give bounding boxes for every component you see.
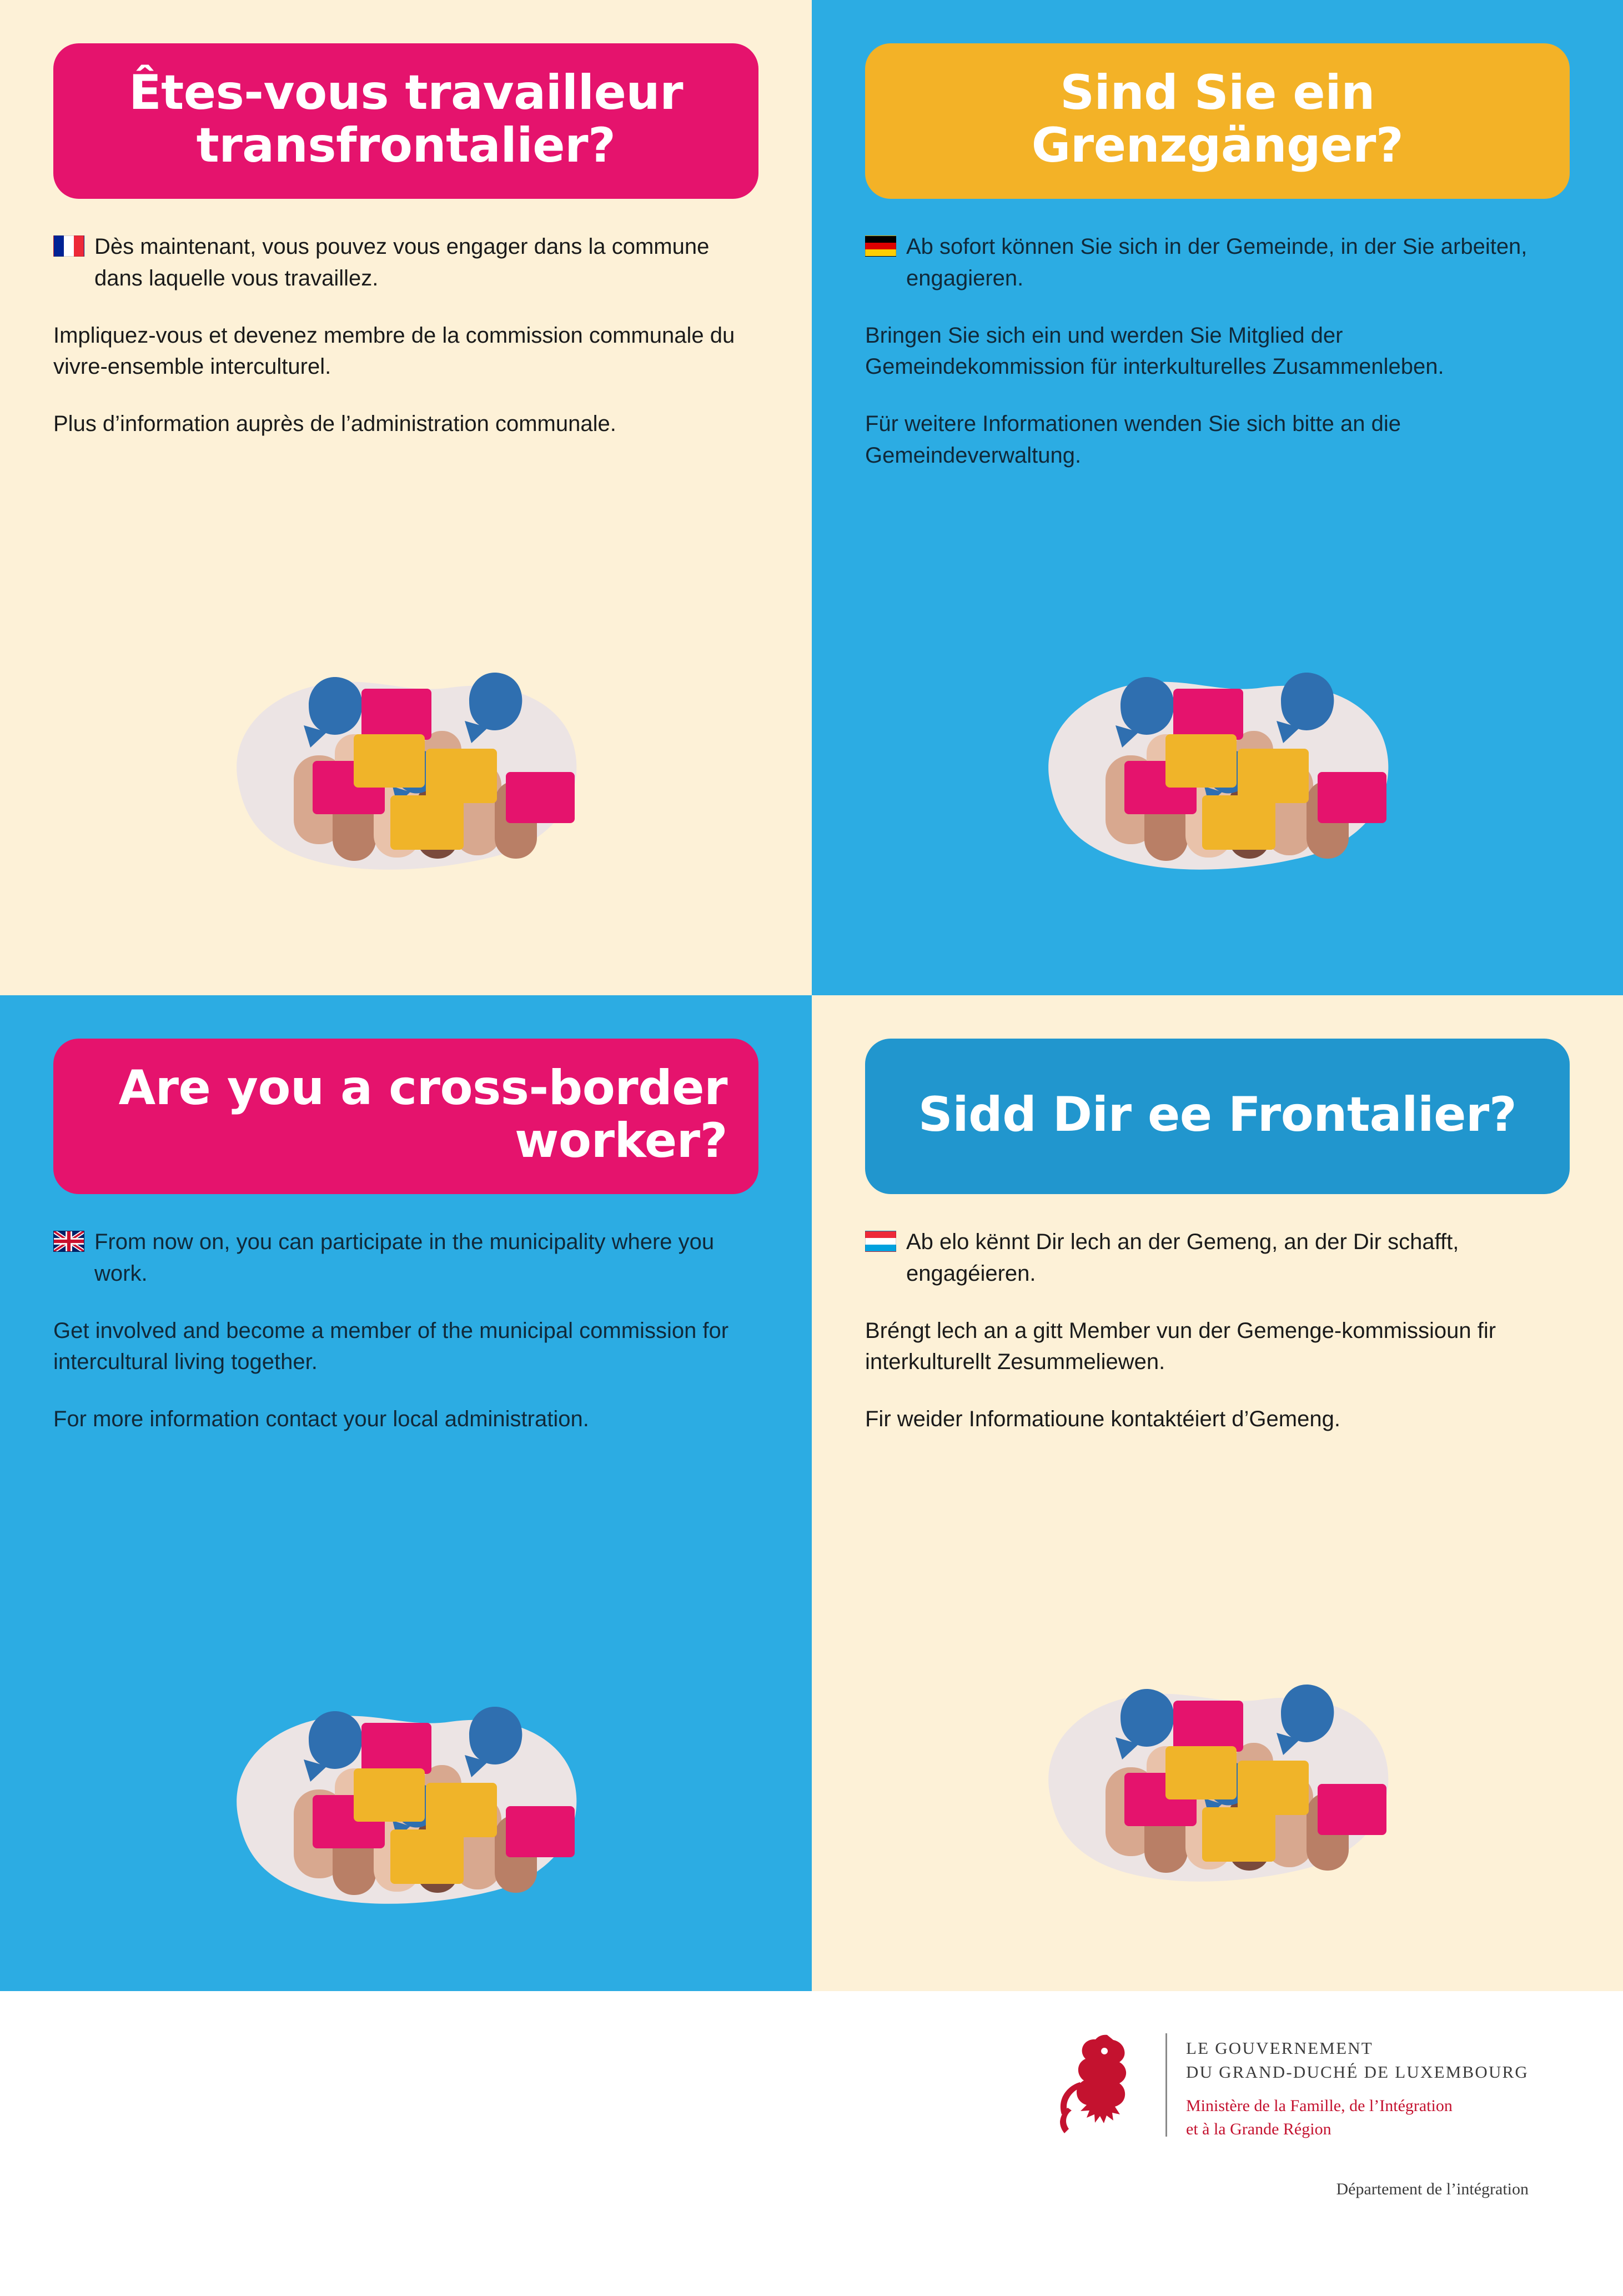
- paragraph-with-flag: [53, 231, 736, 294]
- paragraph-text: Impliquez-vous et devenez membre de la commission communale du vivre-ensemble interculturel.: [53, 323, 735, 379]
- paragraph-with-flag: [865, 231, 1548, 294]
- department-label: Département de l’intégration: [1336, 2180, 1529, 2198]
- panel-title-luxembourgish: Sidd Dir ee Frontalier?: [918, 1086, 1517, 1142]
- panel-german: [812, 0, 1623, 995]
- title-pill-german: [865, 43, 1570, 199]
- paragraph-text: Fir weider Informatioune kontaktéiert d’Gemeng.: [865, 1407, 1340, 1432]
- paragraph-text: Bréngt lech an a gitt Member vun der Gemenge-kommissioun fir interkulturellt Zesummeliewen.: [865, 1318, 1496, 1375]
- paragraph-text: Ab sofort können Sie sich in der Gemeinde, in der Sie arbeiten, engagieren.: [906, 234, 1527, 290]
- panel-english: [0, 995, 812, 1991]
- ministry-line-1: Ministère de la Famille, de l’Intégration: [1186, 2096, 1453, 2115]
- paragraph-with-flag: [865, 1226, 1548, 1290]
- government-text: [1186, 2031, 1529, 2141]
- government-logo-block: [1051, 2031, 1529, 2141]
- paragraph-text: Get involved and become a member of the municipal commission for intercultural living together.: [53, 1318, 729, 1375]
- panel-title-english: Are you a cross-border worker?: [118, 1060, 727, 1169]
- paragraph-text: Ab elo kënnt Dir lech an der Gemeng, an der Dir schafft, engagéieren.: [906, 1230, 1459, 1286]
- title-pill-luxembourgish: [865, 1039, 1570, 1194]
- title-pill-french: [53, 43, 758, 199]
- paragraph-text: Dès maintenant, vous pouvez vous engager dans la commune dans laquelle vous travaillez.: [94, 234, 710, 290]
- paragraph-text: For more information contact your local administration.: [53, 1407, 589, 1432]
- panel-body-luxembourgish: [812, 1194, 1623, 1435]
- luxembourg-lion-icon: [1051, 2031, 1147, 2137]
- paragraph-text: Plus d’information auprès de l’administration communale.: [53, 412, 616, 437]
- paragraph-text: From now on, you can participate in the municipality where you work.: [94, 1230, 715, 1286]
- gov-line-2: DU GRAND-DUCHÉ DE LUXEMBOURG: [1186, 2062, 1529, 2082]
- flag-germany-icon: [865, 235, 896, 257]
- gov-line-1: LE GOUVERNEMENT: [1186, 2038, 1373, 2058]
- panel-body-german: [812, 199, 1623, 472]
- paragraph-text: Für weitere Informationen wenden Sie sich bitte an die Gemeindeverwaltung.: [865, 412, 1401, 468]
- illustration-raised-hands: [195, 1651, 617, 1939]
- panel-french: [0, 0, 812, 995]
- panel-body-french: [0, 199, 812, 440]
- panel-body-english: [0, 1194, 812, 1435]
- panel-luxembourgish: [812, 995, 1623, 1991]
- flag-united-kingdom-icon: [53, 1231, 84, 1252]
- illustration-raised-hands: [1007, 1628, 1429, 1917]
- logo-divider: [1165, 2033, 1167, 2137]
- footer: [0, 1991, 1623, 2296]
- flag-luxembourg-icon: [865, 1231, 896, 1252]
- paragraph-with-flag: [53, 1226, 736, 1290]
- paragraph-text: Bringen Sie sich ein und werden Sie Mitglied der Gemeindekommission für interkulturelles Zusammenleben.: [865, 323, 1444, 379]
- title-pill-english: [53, 1039, 758, 1194]
- ministry-line-2: et à la Grande Région: [1186, 2119, 1331, 2138]
- illustration-raised-hands: [195, 616, 617, 905]
- panel-title-german: Sind Sie ein Grenzgänger?: [1031, 65, 1404, 173]
- panel-title-french: Êtes-vous travailleur transfrontalier?: [128, 65, 684, 173]
- flag-france-icon: [53, 235, 84, 257]
- illustration-raised-hands: [1007, 616, 1429, 905]
